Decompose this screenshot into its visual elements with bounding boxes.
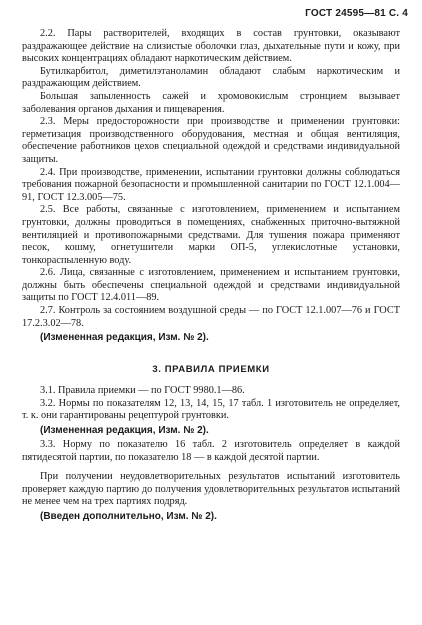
paragraph-retest: При получении неудовлетворительных результатов испытаний изготовитель проверяет каждую партию до получения удовлетворительных результатов испытаний не менее чем на трех партиях подряд. xyxy=(22,471,400,508)
paragraph-3-3: 3.3. Норму по показателю 16 табл. 2 изготовитель определяет в каждой пятидесятой партии, по показателю 18 — в каждой десятой партии. xyxy=(22,439,400,463)
paragraph-2-2: 2.2. Пары растворителей, входящих в состав грунтовки, оказывают раздражающее действие на слизистые оболочки глаз, дыхательные пути и кожу, при высоких концентрациях обладают наркотическим действием. xyxy=(22,28,400,65)
paragraph-3-2: 3.2. Нормы по показателям 12, 13, 14, 15, 17 табл. 1 изготовитель не определяет, т. к. они гарантированы рецептурой грунтовки. xyxy=(22,397,400,422)
edit-note: (Измененная редакция, Изм. № 2). xyxy=(40,332,209,344)
paragraph-2-4: 2.4. При производстве, применении, испытании грунтовки должны соблюдаться требования пожарной безопасности и промышленной санитарии по ГОСТ 12.1.004—91, ГОСТ 12.3.005—75. xyxy=(22,166,400,203)
paragraph-2-7: 2.7. Контроль за состоянием воздушной среды — по ГОСТ 12.1.007—76 и ГОСТ 17.2.3.02—78. xyxy=(22,305,400,329)
paragraph-2-3: 2.3. Меры предосторожности при производстве и применении грунтовки: герметизация производственного оборудования, местная и общая вентиляция, обеспечение работников цехов специальной одеждой и средствами индивидуальной защиты. xyxy=(22,116,400,165)
paragraph-2-5: 2.5. Все работы, связанные с изготовлением, применением и испытанием грунтовки, должны проводиться в помещениях, снабженных приточно-вытяжной вентиляцией и противопожарными средствами. Для тушения пожара применяют песок, кошму, огнетушители марки ОП-5, углекислотные установки, тонкораспыленную воду. xyxy=(22,204,400,266)
page-header: ГОСТ 24595—81 С. 4 xyxy=(305,8,408,19)
paragraph-butylcarbitol: Бутилкарбитол, диметилэтаноламин обладают слабым наркотическим и раздражающим действием. xyxy=(22,65,400,90)
paragraph-2-6: 2.6. Лица, связанные с изготовлением, применением и испытанием грунтовки, должны быть обеспечены специальной одеждой и средствами индивидуальной защиты по ГОСТ 12.4.011—89. xyxy=(22,267,400,304)
paragraph-dust: Большая запыленность сажей и хромовокислым стронцием вызывает заболевания органов дыхания и пищеварения. xyxy=(22,90,400,115)
edit-note: (Измененная редакция, Изм. № 2). xyxy=(40,425,209,437)
document-page xyxy=(22,8,408,523)
paragraph-3-1: 3.1. Правила приемки — по ГОСТ 9980.1—86. xyxy=(40,385,245,397)
section-title: 3. ПРАВИЛА ПРИЕМКИ xyxy=(152,364,270,376)
edit-note: (Введен дополнительно, Изм. № 2). xyxy=(40,511,217,522)
